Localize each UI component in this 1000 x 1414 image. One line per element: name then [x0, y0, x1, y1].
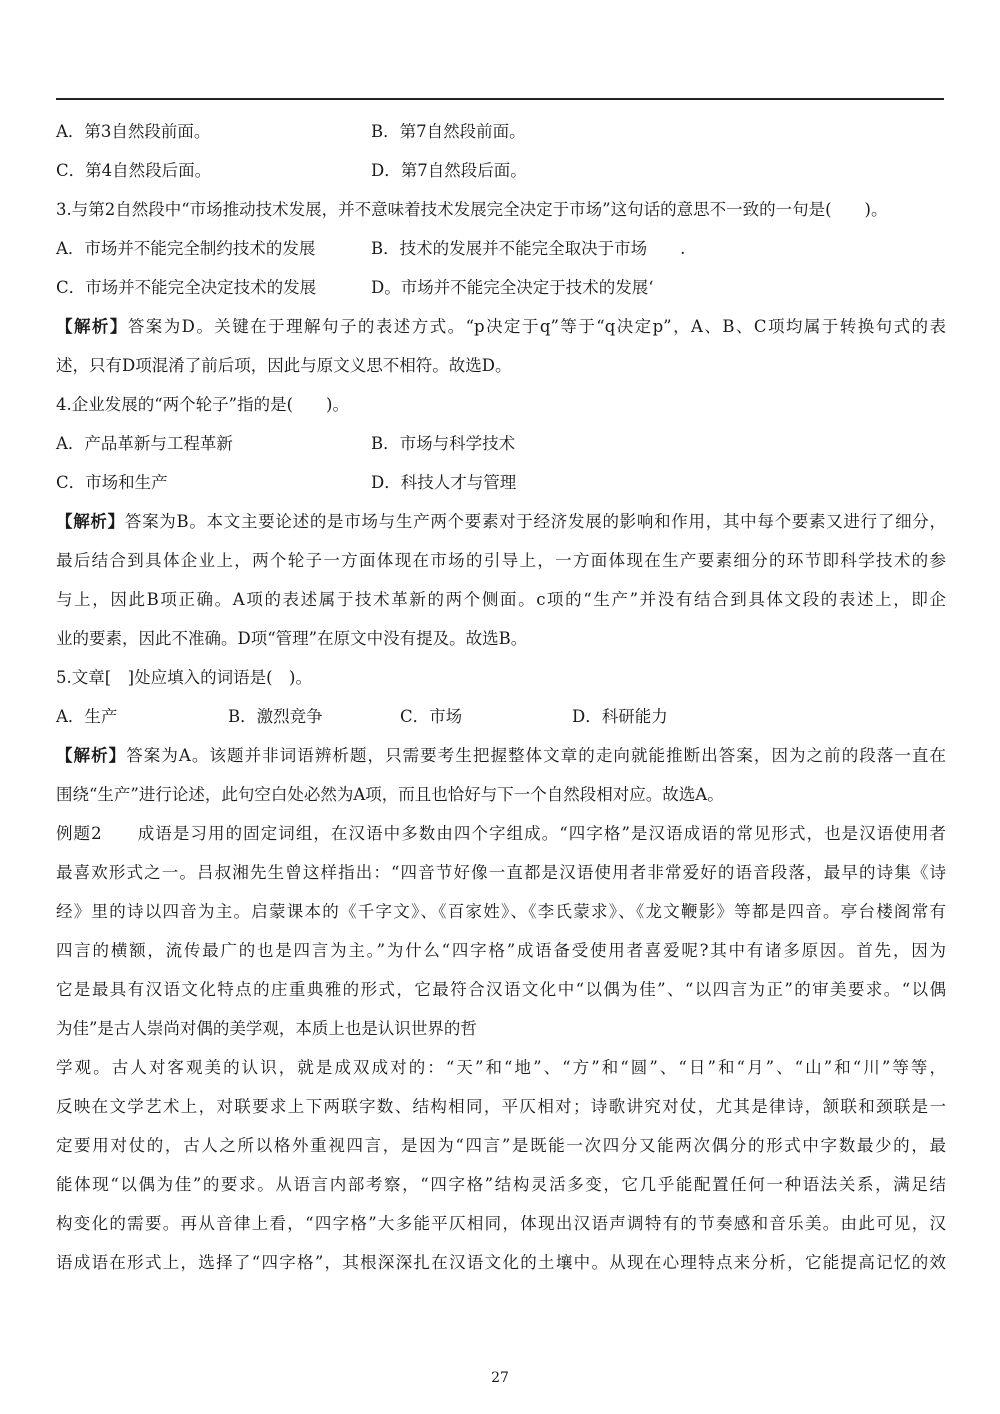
example2-line-1: 例题2 成语是习用的固定词组，在汉语中多数由四个字组成。“四字格”是汉语成语的常见形式，也是汉语使用者	[56, 824, 946, 843]
q5-option-b: B．激烈竞争	[228, 707, 323, 726]
q5-analysis-tag: 【解析】	[56, 746, 127, 765]
q5-options-row	[56, 697, 946, 736]
q4-options-row-1	[56, 424, 946, 463]
q2-option-a: A．第3自然段前面。	[56, 122, 211, 141]
q5-stem: 5.文章[ ]处应填入的词语是( )。	[56, 668, 312, 687]
q4-analysis-line-3: 与上，因此B项正确。A项的表述属于技术革新的两个侧面。c项的“生产”并没有结合到具体文段的表述上，即企	[56, 590, 946, 609]
header-rule	[56, 98, 944, 100]
page-number: 27	[491, 1370, 509, 1386]
q3-options-row-2	[56, 268, 946, 307]
q3-analysis-text-1: 答案为D。关键在于理解句子的表述方式。“p决定于q”等于“q决定p”，A、B、C项均属于转换句式的表	[127, 317, 947, 336]
q3-analysis-tag: 【解析】	[56, 317, 128, 336]
q5-analysis-line-2: 围绕“生产”进行论述，此句空白处必然为A项，而且也恰好与下一个自然段相对应。故选A。	[56, 785, 724, 804]
example2-line-10: 能体现“以偶为佳”的要求。从语言内部考察，“四字格”结构灵活多变，它几乎能配置任何一种语法关系，满足结	[56, 1175, 946, 1194]
q3-analysis-line-1	[56, 307, 946, 346]
q2-options-row-2	[56, 151, 946, 190]
q3-options-row-1	[56, 229, 946, 268]
example2-line-5: 它是最具有汉语文化特点的庄重典雅的形式，它最符合汉语文化中“以偶为佳”、“以四言为正”的审美要求。“以偶	[56, 980, 946, 999]
q4-option-c: C．市场和生产	[56, 473, 168, 492]
example2-line-2: 最喜欢形式之一。吕叔湘先生曾这样指出：“四音节好像一直都是汉语使用者非常爱好的语音段落，最早的诗集《诗	[56, 863, 946, 882]
q4-analysis-line-4: 业的要素，因此不准确。D项“管理”在原文中没有提及。故选B。	[56, 629, 528, 648]
q3-option-b: B．技术的发展并不能完全取决于市场 .	[371, 239, 686, 258]
example2-line-11: 构变化的需要。再从音律上看，“四字格”大多能平仄相同，体现出汉语声调特有的节奏感和音乐美。由此可见，汉	[56, 1214, 946, 1233]
q5-option-a: A．生产	[56, 707, 118, 726]
q2-option-b: B．第7自然段前面。	[371, 122, 526, 141]
q4-option-a: A．产品革新与工程革新	[56, 434, 233, 453]
q2-option-d: D．第7自然段后面。	[371, 161, 527, 180]
q4-stem: 4.企业发展的“两个轮子”指的是( )。	[56, 395, 349, 414]
q3-option-d: D。市场并不能完全决定于技术的发展‘	[371, 278, 654, 297]
q3-analysis-line-2: 述，只有D项混淆了前后项，因此与原文义思不相符。故选D。	[56, 356, 512, 375]
example2-line-3: 经》里的诗以四音为主。启蒙课本的《千字文》、《百家姓》、《李氏蒙求》、《龙文鞭影》等都是四音。亭台楼阁常有	[56, 902, 946, 921]
q4-analysis-tag: 【解析】	[56, 512, 125, 531]
page-body	[56, 112, 946, 1282]
example2-line-8: 反映在文学艺术上，对联要求上下两联字数、结构相同，平仄相对；诗歌讲究对仗，尤其是律诗，颔联和颈联是一	[56, 1097, 946, 1116]
q4-option-d: D．科技人才与管理	[371, 473, 517, 492]
q2-options-row-1	[56, 112, 946, 151]
q5-option-c: C．市场	[400, 707, 463, 726]
example2-line-4: 四言的横额，流传最广的也是四言为主。”为什么“四字格”成语备受使用者喜爱呢?其中有诸多原因。首先，因为	[56, 941, 946, 960]
example2-line-6: 为佳”是古人崇尚对偶的美学观，本质上也是认识世界的哲	[56, 1019, 477, 1038]
example2-line-12: 语成语在形式上，选择了“四字格”，其根深深扎在汉语文化的土壤中。从现在心理特点来分析，它能提高记忆的效	[56, 1253, 946, 1272]
q4-option-b: B．市场与科学技术	[371, 434, 516, 453]
q5-option-d: D．科研能力	[572, 707, 668, 726]
q5-analysis-line-1	[56, 736, 946, 775]
q3-option-c: C．市场并不能完全决定技术的发展	[56, 278, 317, 297]
q4-options-row-2	[56, 463, 946, 502]
q4-analysis-line-1	[56, 502, 946, 541]
q3-option-a: A．市场并不能完全制约技术的发展	[56, 239, 316, 258]
q3-stem: 3.与第2自然段中“市场推动技术发展，并不意味着技术发展完全决定于市场”这句话的意思不一致的一句是( )。	[56, 200, 888, 219]
example2-line-9: 定要用对仗的，古人之所以格外重视四言，是因为“四言”是既能一次四分又能两次偶分的形式中字数最少的，最	[56, 1136, 946, 1155]
q2-option-c: C．第4自然段后面。	[56, 161, 212, 180]
q5-analysis-text-1: 答案为A。该题并非词语辨析题，只需要考生把握整体文章的走向就能推断出答案，因为之前的段落一直在	[126, 746, 946, 765]
q4-analysis-text-1: 答案为B。本文主要论述的是市场与生产两个要素对于经济发展的影响和作用，其中每个要素又进行了细分，	[124, 512, 946, 531]
example2-line-7: 学观。古人对客观美的认识，就是成双成对的：“天”和“地”、“方”和“圆”、“日”和“月”、“山”和“川”等等，	[56, 1058, 946, 1077]
q4-analysis-line-2: 最后结合到具体企业上，两个轮子一方面体现在市场的引导上，一方面体现在生产要素细分的环节即科学技术的参	[56, 551, 946, 570]
